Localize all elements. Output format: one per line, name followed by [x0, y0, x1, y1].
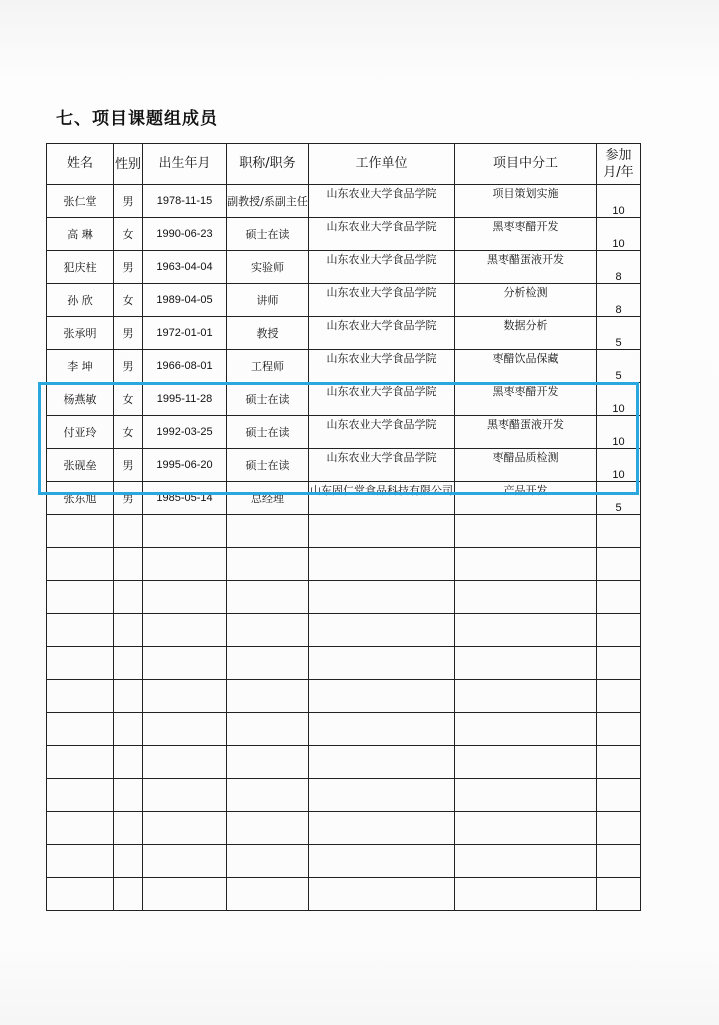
- empty-cell: [227, 878, 309, 911]
- empty-cell: [309, 779, 455, 812]
- empty-cell: [455, 878, 597, 911]
- member-role: 黑枣醋蛋液开发: [455, 416, 597, 449]
- empty-cell: [143, 614, 227, 647]
- empty-cell: [47, 581, 114, 614]
- member-gender: 男: [114, 317, 143, 350]
- table-row: [47, 482, 641, 515]
- header-name: 姓名: [47, 144, 114, 185]
- member-title: 硕士在读: [227, 383, 309, 416]
- empty-cell: [143, 581, 227, 614]
- header-role: 项目中分工: [455, 144, 597, 185]
- empty-cell: [455, 614, 597, 647]
- empty-cell: [227, 548, 309, 581]
- table-body: [47, 185, 641, 911]
- empty-cell: [114, 779, 143, 812]
- empty-row: [47, 779, 641, 812]
- member-name: 付亚玲: [47, 416, 114, 449]
- empty-cell: [309, 878, 455, 911]
- empty-cell: [47, 515, 114, 548]
- member-dob: 1985-05-14: [143, 482, 227, 515]
- member-role: 枣醋品质检测: [455, 449, 597, 482]
- table-row: [47, 449, 641, 482]
- empty-cell: [227, 680, 309, 713]
- empty-cell: [309, 548, 455, 581]
- member-name: 张东旭: [47, 482, 114, 515]
- header-title: 职称/职务: [227, 144, 309, 185]
- member-role: 项目策划实施: [455, 185, 597, 218]
- empty-cell: [114, 647, 143, 680]
- member-title: 工程师: [227, 350, 309, 383]
- empty-cell: [309, 614, 455, 647]
- empty-cell: [114, 548, 143, 581]
- member-unit: 山东农业大学食品学院: [309, 251, 455, 284]
- member-title: 硕士在读: [227, 218, 309, 251]
- empty-row: [47, 680, 641, 713]
- empty-row: [47, 746, 641, 779]
- empty-cell: [455, 515, 597, 548]
- empty-cell: [114, 746, 143, 779]
- member-gender: 男: [114, 251, 143, 284]
- empty-cell: [597, 515, 641, 548]
- empty-cell: [597, 647, 641, 680]
- table-row: [47, 218, 641, 251]
- member-years: 10: [597, 185, 641, 218]
- empty-cell: [47, 845, 114, 878]
- table-row: [47, 317, 641, 350]
- empty-cell: [227, 812, 309, 845]
- member-name: 犯庆柱: [47, 251, 114, 284]
- empty-cell: [455, 812, 597, 845]
- empty-cell: [227, 746, 309, 779]
- empty-cell: [143, 812, 227, 845]
- member-role: 分析检测: [455, 284, 597, 317]
- member-years: 10: [597, 416, 641, 449]
- member-unit: 山东农业大学食品学院: [309, 218, 455, 251]
- empty-cell: [309, 581, 455, 614]
- member-title: 讲师: [227, 284, 309, 317]
- empty-cell: [143, 779, 227, 812]
- member-role: 产品开发: [455, 482, 597, 515]
- empty-cell: [455, 680, 597, 713]
- empty-cell: [47, 548, 114, 581]
- empty-cell: [143, 845, 227, 878]
- member-unit: 山东农业大学食品学院: [309, 317, 455, 350]
- member-dob: 1995-11-28: [143, 383, 227, 416]
- member-unit: 山东农业大学食品学院: [309, 449, 455, 482]
- empty-row: [47, 647, 641, 680]
- empty-cell: [114, 845, 143, 878]
- empty-cell: [597, 812, 641, 845]
- empty-cell: [47, 878, 114, 911]
- member-dob: 1972-01-01: [143, 317, 227, 350]
- empty-cell: [455, 746, 597, 779]
- member-role: 枣醋饮品保藏: [455, 350, 597, 383]
- member-dob: 1995-06-20: [143, 449, 227, 482]
- member-gender: 男: [114, 350, 143, 383]
- member-dob: 1989-04-05: [143, 284, 227, 317]
- empty-cell: [597, 746, 641, 779]
- member-gender: 女: [114, 383, 143, 416]
- member-years: 5: [597, 350, 641, 383]
- empty-cell: [143, 548, 227, 581]
- member-dob: 1963-04-04: [143, 251, 227, 284]
- member-dob: 1992-03-25: [143, 416, 227, 449]
- member-title: 实验师: [227, 251, 309, 284]
- header-gender: 性别: [114, 144, 143, 185]
- empty-cell: [455, 548, 597, 581]
- member-dob: 1966-08-01: [143, 350, 227, 383]
- empty-cell: [114, 581, 143, 614]
- member-gender: 女: [114, 416, 143, 449]
- empty-cell: [143, 713, 227, 746]
- empty-row: [47, 878, 641, 911]
- empty-cell: [455, 845, 597, 878]
- empty-cell: [47, 779, 114, 812]
- empty-cell: [455, 779, 597, 812]
- member-years: 5: [597, 317, 641, 350]
- empty-cell: [143, 878, 227, 911]
- member-dob: 1978-11-15: [143, 185, 227, 218]
- member-unit: 山东农业大学食品学院: [309, 284, 455, 317]
- empty-cell: [47, 647, 114, 680]
- empty-cell: [227, 614, 309, 647]
- member-gender: 女: [114, 284, 143, 317]
- table-row: [47, 350, 641, 383]
- member-gender: 女: [114, 218, 143, 251]
- empty-cell: [597, 713, 641, 746]
- empty-cell: [143, 515, 227, 548]
- member-role: 数据分析: [455, 317, 597, 350]
- member-title: 副教授/系副主任: [227, 185, 309, 218]
- empty-cell: [47, 614, 114, 647]
- member-gender: 男: [114, 185, 143, 218]
- empty-cell: [227, 713, 309, 746]
- empty-cell: [309, 746, 455, 779]
- empty-cell: [114, 812, 143, 845]
- empty-cell: [597, 779, 641, 812]
- empty-cell: [309, 845, 455, 878]
- member-title: 总经理: [227, 482, 309, 515]
- empty-cell: [309, 647, 455, 680]
- empty-cell: [143, 746, 227, 779]
- empty-row: [47, 548, 641, 581]
- header-row: [47, 144, 641, 185]
- header-dob: 出生年月: [143, 144, 227, 185]
- empty-cell: [455, 647, 597, 680]
- member-title: 教授: [227, 317, 309, 350]
- empty-row: [47, 515, 641, 548]
- empty-cell: [597, 845, 641, 878]
- empty-cell: [597, 878, 641, 911]
- empty-cell: [143, 647, 227, 680]
- empty-cell: [143, 680, 227, 713]
- member-role: 黑枣枣醋开发: [455, 383, 597, 416]
- empty-row: [47, 713, 641, 746]
- empty-cell: [455, 581, 597, 614]
- member-unit: 山东固仁堂食品科技有限公司: [309, 482, 455, 515]
- table-row: [47, 251, 641, 284]
- empty-cell: [455, 713, 597, 746]
- member-unit: 山东农业大学食品学院: [309, 383, 455, 416]
- empty-cell: [227, 845, 309, 878]
- header-years: 参加月/年: [597, 144, 641, 185]
- member-gender: 男: [114, 449, 143, 482]
- empty-cell: [114, 713, 143, 746]
- empty-cell: [114, 515, 143, 548]
- empty-row: [47, 845, 641, 878]
- empty-row: [47, 812, 641, 845]
- empty-cell: [309, 515, 455, 548]
- member-name: 李 坤: [47, 350, 114, 383]
- empty-cell: [597, 548, 641, 581]
- member-name: 张仁堂: [47, 185, 114, 218]
- table-row: [47, 284, 641, 317]
- member-years: 8: [597, 284, 641, 317]
- empty-cell: [114, 614, 143, 647]
- empty-cell: [47, 680, 114, 713]
- section-title: 七、项目课题组成员: [56, 109, 218, 129]
- member-name: 张砚垒: [47, 449, 114, 482]
- empty-row: [47, 581, 641, 614]
- empty-cell: [309, 713, 455, 746]
- empty-cell: [114, 680, 143, 713]
- table-row: [47, 383, 641, 416]
- member-name: 高 琳: [47, 218, 114, 251]
- member-unit: 山东农业大学食品学院: [309, 350, 455, 383]
- member-unit: 山东农业大学食品学院: [309, 416, 455, 449]
- member-title: 硕士在读: [227, 416, 309, 449]
- table-row: [47, 416, 641, 449]
- empty-cell: [227, 581, 309, 614]
- member-name: 孙 欣: [47, 284, 114, 317]
- empty-cell: [309, 812, 455, 845]
- members-table: [46, 143, 641, 911]
- member-years: 10: [597, 449, 641, 482]
- empty-cell: [227, 647, 309, 680]
- member-years: 10: [597, 218, 641, 251]
- empty-cell: [47, 812, 114, 845]
- member-years: 8: [597, 251, 641, 284]
- member-dob: 1990-06-23: [143, 218, 227, 251]
- empty-cell: [309, 680, 455, 713]
- member-gender: 男: [114, 482, 143, 515]
- empty-row: [47, 614, 641, 647]
- empty-cell: [227, 779, 309, 812]
- empty-cell: [597, 680, 641, 713]
- member-years: 10: [597, 383, 641, 416]
- table-row: [47, 185, 641, 218]
- member-name: 张承明: [47, 317, 114, 350]
- empty-cell: [114, 878, 143, 911]
- empty-cell: [47, 746, 114, 779]
- member-title: 硕士在读: [227, 449, 309, 482]
- empty-cell: [597, 614, 641, 647]
- member-role: 黑枣醋蛋液开发: [455, 251, 597, 284]
- empty-cell: [597, 581, 641, 614]
- member-name: 杨燕敏: [47, 383, 114, 416]
- member-unit: 山东农业大学食品学院: [309, 185, 455, 218]
- empty-cell: [227, 515, 309, 548]
- member-role: 黑枣枣醋开发: [455, 218, 597, 251]
- header-unit: 工作单位: [309, 144, 455, 185]
- member-years: 5: [597, 482, 641, 515]
- empty-cell: [47, 713, 114, 746]
